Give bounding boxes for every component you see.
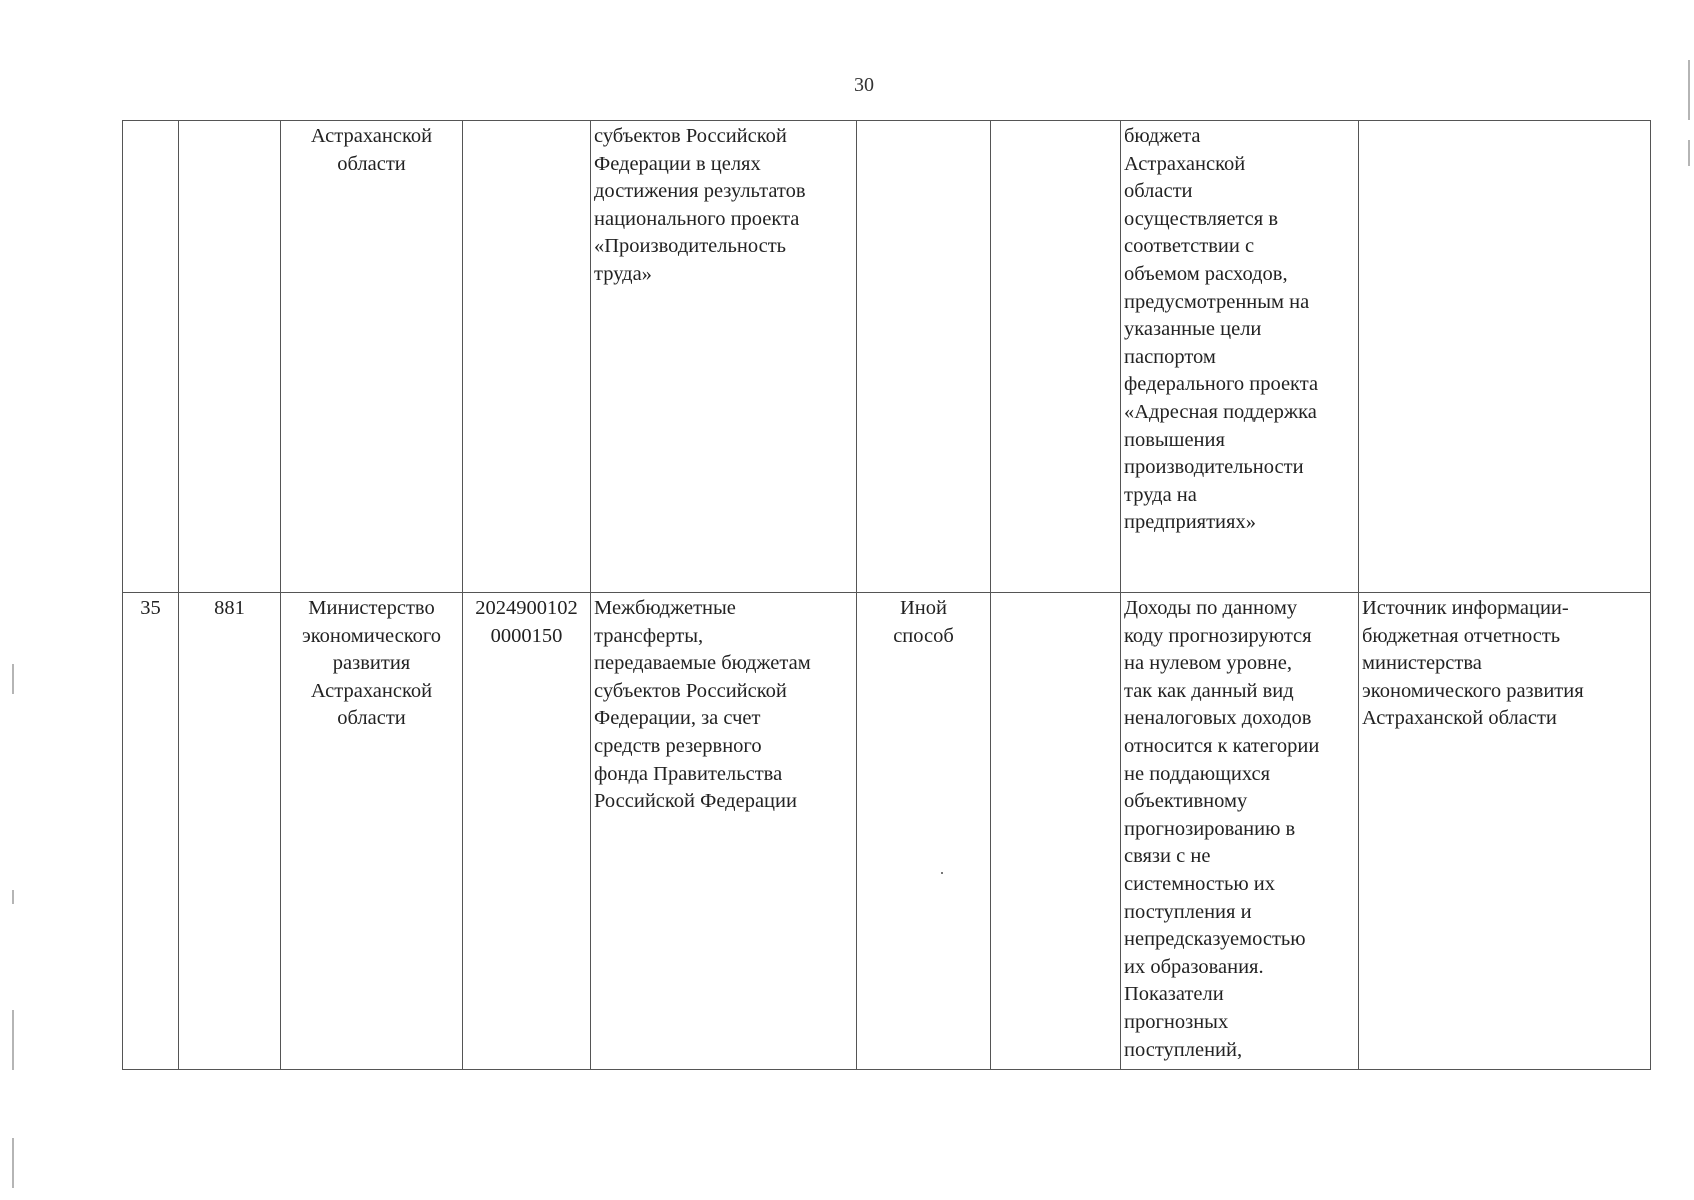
cell-admin-code — [179, 121, 281, 593]
scan-edge-mark — [12, 1010, 14, 1070]
cell-formula — [991, 121, 1121, 593]
scan-edge-mark — [12, 1138, 14, 1188]
table-row-continued — [123, 121, 1651, 593]
cell-number: 35 — [123, 593, 179, 1070]
cell-number — [123, 121, 179, 593]
scan-speck — [941, 872, 943, 874]
scan-edge-mark — [1688, 60, 1690, 120]
revenue-forecast-table — [122, 120, 1651, 1070]
cell-administrator: Астраханской области — [281, 121, 463, 593]
cell-source: Источник информации- бюджетная отчетность министерства экономического развития Астраханской области — [1359, 593, 1651, 1070]
cell-algorithm: Доходы по данному коду прогнозируются на нулевом уровне, так как данный вид неналоговых доходов относится к категории не поддающихся объективному прогнозированию в связи с не системностью их поступления и непредсказуемостью их образования. Показатели прогнозных поступлений, — [1121, 593, 1359, 1070]
scan-edge-mark — [12, 664, 14, 694]
cell-forecast-method: Иной способ — [857, 593, 991, 1070]
cell-algorithm: бюджета Астраханской области осуществляется в соответствии с объемом расходов, предусмотренным на указанные цели паспортом федерального проекта «Адресная поддержка повышения производительности труда на предприятиях» — [1121, 121, 1359, 593]
cell-kbk: 2024900102 0000150 — [463, 593, 591, 1070]
cell-income-name: Межбюджетные трансферты, передаваемые бюджетам субъектов Российской Федерации, за счет средств резервного фонда Правительства Российской Федерации — [591, 593, 857, 1070]
cell-income-name: субъектов Российской Федерации в целях достижения результатов национального проекта «Производительность труда» — [591, 121, 857, 593]
cell-kbk — [463, 121, 591, 593]
cell-administrator: Министерство экономического развития Астраханской области — [281, 593, 463, 1070]
table-row-35 — [123, 593, 1651, 1070]
scan-edge-mark — [1688, 140, 1690, 166]
cell-forecast-method — [857, 121, 991, 593]
scan-edge-mark — [12, 890, 14, 904]
cell-formula — [991, 593, 1121, 1070]
cell-admin-code: 881 — [179, 593, 281, 1070]
cell-source — [1359, 121, 1651, 593]
page-number: 30 — [854, 74, 874, 96]
